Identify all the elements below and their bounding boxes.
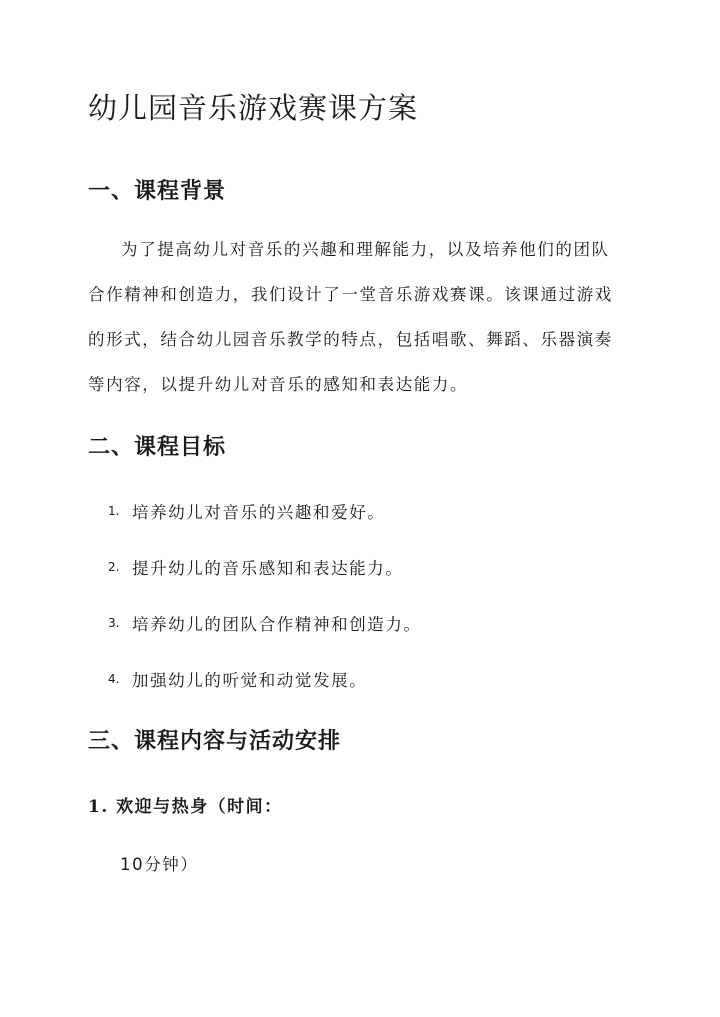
document-title: 幼儿园音乐游戏赛课方案 (88, 91, 419, 125)
list-item (108, 499, 385, 523)
background-paragraph (88, 227, 648, 407)
section-heading-goals: 二、课程目标 (88, 434, 227, 460)
paragraph-line: 为了提高幼儿对音乐的兴趣和理解能力，以及培养他们的团队 (121, 240, 610, 259)
list-text: 提升幼儿的音乐感知和表达能力。 (132, 559, 404, 578)
list-text: 培养幼儿的团队合作精神和创造力。 (132, 615, 422, 634)
section-heading-content: 三、课程内容与活动安排 (88, 728, 342, 754)
paragraph-line: 等内容，以提升幼儿对音乐的感知和表达能力。 (88, 375, 469, 394)
paragraph-line: 的形式，结合幼儿园音乐教学的特点，包括唱歌、舞蹈、乐器演奏 (88, 330, 613, 349)
list-text: 加强幼儿的听觉和动觉发展。 (132, 671, 368, 690)
list-text: 培养幼儿对音乐的兴趣和爱好。 (132, 503, 386, 522)
list-number: 2. (108, 560, 120, 574)
section-heading-background: 一、课程背景 (88, 178, 227, 204)
list-item (108, 667, 367, 691)
subsection-heading: 1. 欢迎与热身（时间： (88, 797, 283, 817)
list-number: 3. (108, 616, 120, 630)
list-number: 1. (108, 504, 120, 518)
list-item (108, 611, 422, 635)
list-number: 4. (108, 672, 120, 686)
paragraph-line: 合作精神和创造力，我们设计了一堂音乐游戏赛课。该课通过游戏 (88, 285, 613, 304)
list-item (108, 555, 404, 579)
subsection-continuation: 10分钟） (120, 855, 199, 874)
